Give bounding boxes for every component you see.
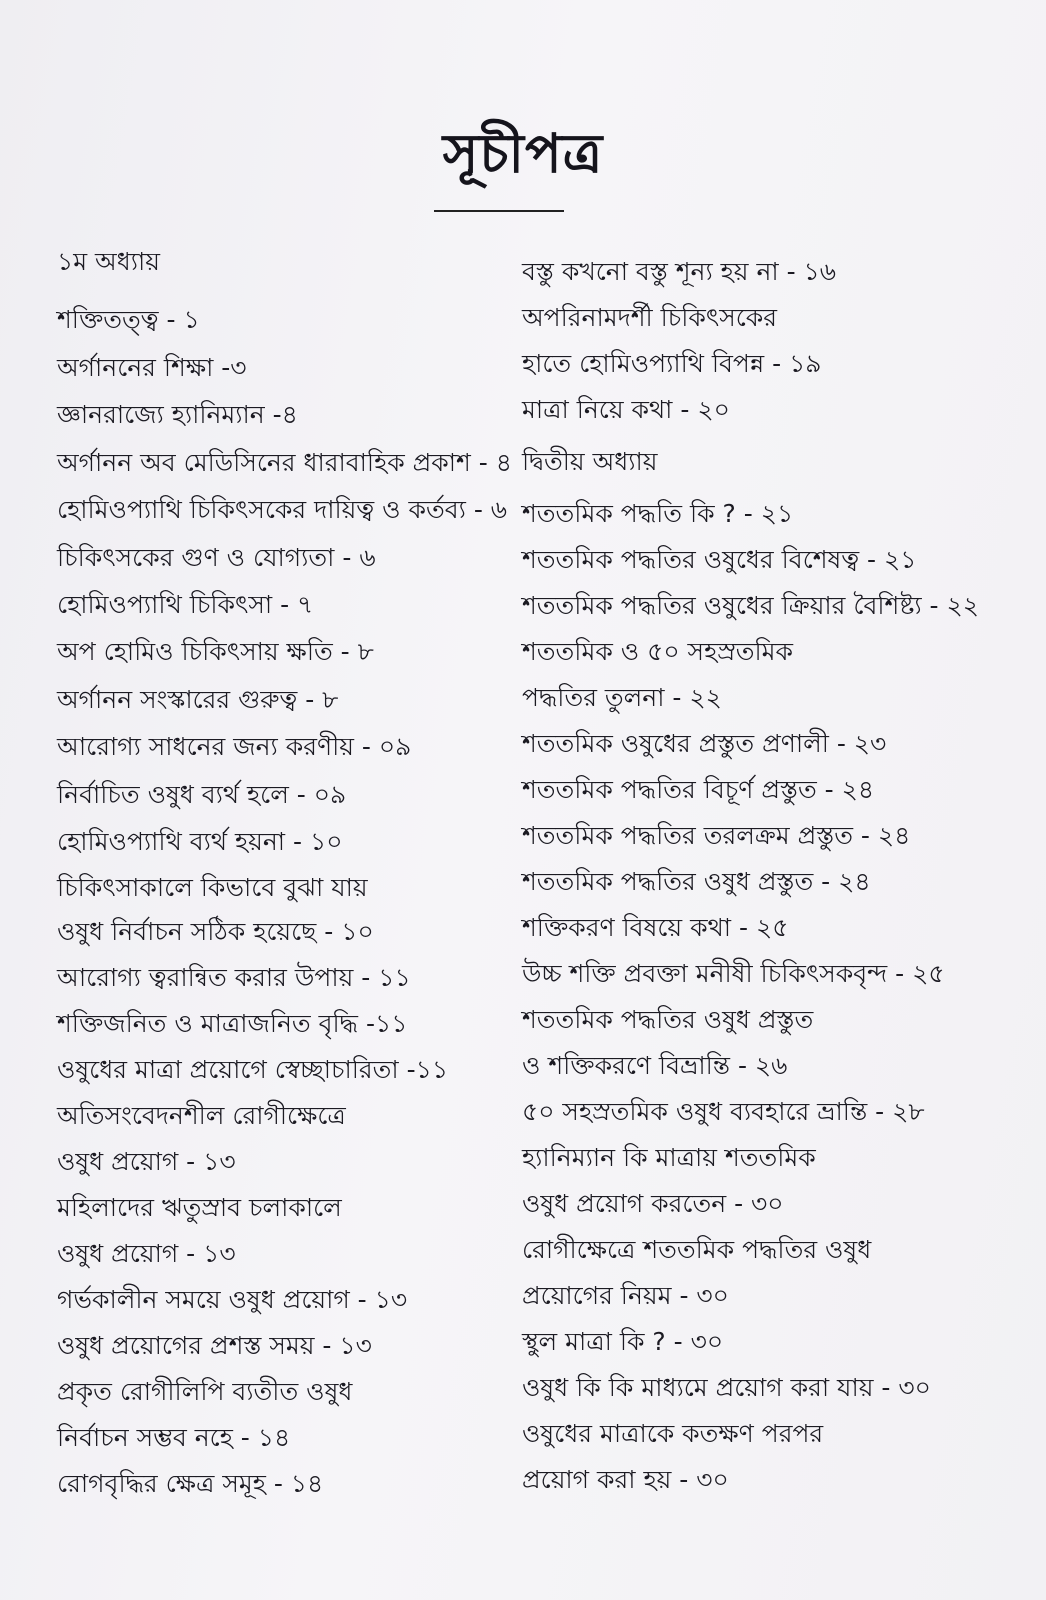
toc-entry: অর্গানন অব মেডিসিনের ধারাবাহিক প্রকাশ - ৪	[57, 448, 512, 477]
toc-entry: অর্গাননের শিক্ষা -৩	[57, 353, 247, 382]
toc-entry: রোগীক্ষেত্রে শততমিক পদ্ধতির ওষুধ	[522, 1235, 872, 1264]
toc-entry: হোমিওপ্যাথি চিকিৎসা - ৭	[57, 590, 314, 619]
toc-entry: ওষুধের মাত্রা প্রয়োগে স্বেচ্ছাচারিতা -১১	[57, 1055, 449, 1084]
toc-entry: অতিসংবেদনশীল রোগীক্ষেত্রে	[57, 1101, 346, 1130]
toc-entry: জ্ঞানরাজ্যে হ্যানিম্যান -৪	[57, 400, 298, 429]
toc-entry: শততমিক পদ্ধতির বিচূর্ণ প্রস্তুত - ২৪	[522, 775, 875, 804]
toc-entry: অপরিনামদর্শী চিকিৎসকের	[522, 303, 778, 332]
toc-entry: শততমিক পদ্ধতির ওষুধ প্রস্তুত	[522, 1005, 814, 1034]
toc-entry: প্রকৃত রোগীলিপি ব্যতীত ওষুধ	[57, 1377, 353, 1406]
toc-entry: শক্তিতত্ত্ব - ১	[57, 305, 200, 334]
toc-entry: শক্তিজনিত ও মাত্রাজনিত বৃদ্ধি -১১	[57, 1009, 408, 1038]
chapter-heading: ১ম অধ্যায়	[57, 247, 160, 276]
toc-entry: আরোগ্য সাধনের জন্য করণীয় - ০৯	[57, 732, 412, 761]
toc-entry: অর্গানন সংস্কারের গুরুত্ব - ৮	[57, 685, 339, 714]
toc-entry: শততমিক ও ৫০ সহস্রতমিক	[522, 637, 794, 666]
toc-entry: শততমিক পদ্ধতির ওষুধ প্রস্তুত - ২৪	[522, 867, 871, 896]
toc-entry: শততমিক পদ্ধতির ওষুধের ক্রিয়ার বৈশিষ্ট্য - ২২	[522, 591, 979, 620]
toc-entry: ওষুধ প্রয়োগের প্রশস্ত সময় - ১৩	[57, 1331, 372, 1360]
toc-entry: বস্তু কখনো বস্তু শূন্য হয় না - ১৬	[522, 257, 837, 286]
chapter-heading: দ্বিতীয় অধ্যায়	[522, 447, 658, 476]
toc-entry: গর্ভকালীন সময়ে ওষুধ প্রয়োগ - ১৩	[57, 1285, 408, 1314]
toc-entry: শক্তিকরণ বিষয়ে কথা - ২৫	[522, 913, 789, 942]
toc-entry: প্রয়োগ করা হয় - ৩০	[522, 1465, 729, 1494]
toc-entry: ওষুধ কি কি মাধ্যমে প্রয়োগ করা যায় - ৩০	[522, 1373, 931, 1402]
toc-entry: ওষুধের মাত্রাকে কতক্ষণ পরপর	[522, 1419, 824, 1448]
toc-entry: হোমিওপ্যাথি চিকিৎসকের দায়িত্ব ও কর্তব্য - ৬	[57, 495, 508, 524]
toc-entry: স্থুল মাত্রা কি ? - ৩০	[522, 1327, 724, 1356]
toc-entry: ওষুধ প্রয়োগ - ১৩	[57, 1147, 236, 1176]
toc-entry: অপ হোমিও চিকিৎসায় ক্ষতি - ৮	[57, 637, 374, 666]
toc-entry: উচ্চ শক্তি প্রবক্তা মনীষী চিকিৎসকবৃন্দ - ২৫	[522, 959, 945, 988]
toc-entry: নির্বাচন সম্ভব নহে - ১৪	[57, 1423, 291, 1452]
toc-entry: পদ্ধতির তুলনা - ২২	[522, 683, 722, 712]
toc-entry: মহিলাদের ঋতুস্রাব চলাকালে	[57, 1193, 342, 1222]
toc-entry: ওষুধ প্রয়োগ করতেন - ৩০	[522, 1189, 784, 1218]
toc-entry: নির্বাচিত ওষুধ ব্যর্থ হলে - ০৯	[57, 780, 347, 809]
toc-entry: চিকিৎসকের গুণ ও যোগ্যতা - ৬	[57, 543, 376, 572]
toc-entry: ওষুধ নির্বাচন সঠিক হয়েছে - ১০	[57, 917, 374, 946]
toc-entry: মাত্রা নিয়ে কথা - ২০	[522, 395, 730, 424]
toc-entry: হ্যানিম্যান কি মাত্রায় শততমিক	[522, 1143, 816, 1172]
toc-entry: শততমিক পদ্ধতির তরলক্রম প্রস্তুত - ২৪	[522, 821, 911, 850]
toc-entry: শততমিক পদ্ধতির ওষুধের বিশেষত্ব - ২১	[522, 545, 917, 574]
title-underline	[434, 210, 564, 212]
toc-entry: রোগবৃদ্ধির ক্ষেত্র সমূহ - ১৪	[57, 1469, 324, 1498]
toc-entry: হাতে হোমিওপ্যাথি বিপন্ন - ১৯	[522, 349, 822, 378]
toc-entry: শততমিক ওষুধের প্রস্তুত প্রণালী - ২৩	[522, 729, 887, 758]
page-title: সূচীপত্র	[442, 121, 604, 185]
toc-entry: চিকিৎসাকালে কিভাবে বুঝা যায়	[57, 873, 368, 902]
toc-entry: ৫০ সহস্রতমিক ওষুধ ব্যবহারে ভ্রান্তি - ২৮	[522, 1097, 925, 1126]
toc-entry: প্রয়োগের নিয়ম - ৩০	[522, 1281, 729, 1310]
toc-entry: শততমিক পদ্ধতি কি ? - ২১	[522, 499, 794, 528]
toc-entry: ওষুধ প্রয়োগ - ১৩	[57, 1239, 236, 1268]
toc-entry: আরোগ্য ত্বরান্বিত করার উপায় - ১১	[57, 963, 411, 992]
toc-entry: ও শক্তিকরণে বিভ্রান্তি - ২৬	[522, 1051, 788, 1080]
toc-entry: হোমিওপ্যাথি ব্যর্থ হয়না - ১০	[57, 827, 343, 856]
